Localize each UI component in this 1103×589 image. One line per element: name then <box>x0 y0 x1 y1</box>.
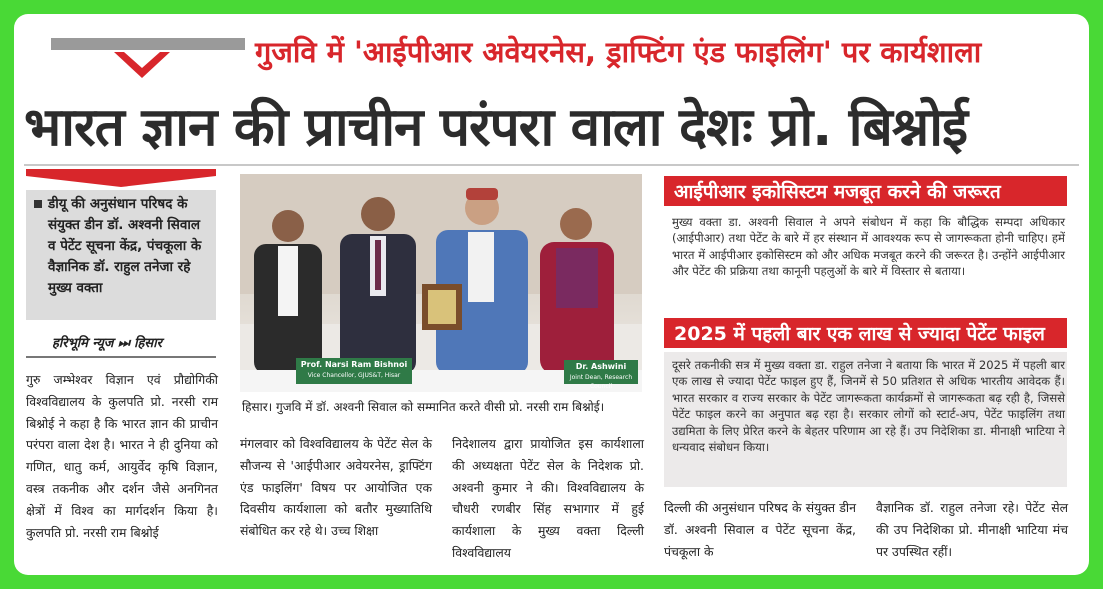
subheading-patent-filing: 2025 में पहली बार एक लाख से ज्यादा पेटेंट फाइल <box>664 318 1067 348</box>
red-chevron-icon <box>114 52 170 78</box>
article-column-5: वैज्ञानिक डॉ. राहुल तनेजा रहे। पेटेंट सेल की उप निदेशिका प्रो. मीनाक्षी भाटिया मंच पर उपस्थित रहीं। <box>876 500 1068 559</box>
main-headline: भारत ज्ञान की प्राचीन परंपरा वाला देशः प्रो. बिश्नोई <box>24 97 967 158</box>
photo-caption: हिसार। गुजवि में डॉ. अश्वनी सिवाल को सम्मानित करते वीसी प्रो. नरसी राम बिश्नोई। <box>242 400 605 414</box>
article-column-2: मंगलवार को विश्वविद्यालय के पेटेंट सेल के सौजन्य से 'आईपीआर अवेयरनेस, ड्राफ्टिंग एंड फाइलिंग' विषय पर आयोजित एक दिवसीय कार्यशाला को बतौर मुख्यातिथि संबोधित कर रहे थे। उच्च शिक्षा <box>240 436 432 539</box>
sidebar-summary-text: डीयू की अनुसंधान परिषद के संयुक्त डीन डॉ. अश्वनी सिवाल व पेटेंट सूचना केंद्र, पंचकूला के वैज्ञानिक डॉ. राहुल तनेजा रहे मुख्य वक्ता <box>48 196 202 296</box>
kicker-gray-bar <box>51 38 245 50</box>
newspaper-clipping <box>14 14 1089 575</box>
section-ipr-ecosystem-body: मुख्य वक्ता डा. अश्वनी सिवाल ने अपने संबोधन में कहा कि बौद्धिक सम्पदा अधिकार (आईपीआर) तथा पेटेंट के बारे में हर संस्थान में आवश्यक रूप से जागरूकता होनी चाहिए। हमें भारत में आईपीआर इकोसिस्टम को और अधिक मजबूत करने की जरूरत है। उन्होंने आईपीआर और पेटेंट की प्रक्रिया तथा कानूनी पहलुओं के बारे में विस्तार से बताया। <box>672 215 1065 279</box>
article-column-4: दिल्ली की अनुसंधान परिषद के संयुक्त डीन डॉ. अश्वनी सिवाल व पेटेंट सूचना केंद्र, पंचकूला के <box>664 500 856 559</box>
subheading-ipr-ecosystem: आईपीआर इकोसिस्टम मजबूत करने की जरूरत <box>664 176 1067 206</box>
nameplate-right <box>564 360 638 390</box>
article-column-3: निदेशालय द्वारा प्रायोजित इस कार्यशाला की अध्यक्षता पेटेंट सेल के निदेशक प्रो. अश्वनी कुमार ने की। विश्वविद्यालय के चौधरी रणबीर सिंह सभागार में हुई कार्यशाला के मुख्य वक्ता दिल्ली विश्वविद्यालय <box>452 436 644 560</box>
nameplate-left-title: Vice Chancellor, GJUS&T, Hisar <box>307 372 401 379</box>
event-photo <box>240 174 642 392</box>
kicker-headline: गुजवि में 'आईपीआर अवेयरनेस, ड्राफ्टिंग एंड फाइलिंग' पर कार्यशाला <box>255 35 982 69</box>
section-patent-filing-body: दूसरे तकनीकी सत्र में मुख्य वक्ता डा. राहुल तनेजा ने बताया कि भारत में 2025 में पहली बार एक लाख से ज्यादा पेटेंट फाइल हुए हैं, जिनमें से 50 प्रतिशत से अधिक भारतीय आवेदक हैं। भारत सरकार व राज्य सरकार के पेटेंट जागरूकता कार्यक्रमों से जागरूकता बढ़ रही है, जिससे पेटेंट फाइल करने का अनुपात बढ़ रहा है। सरकार लोगों को स्टार्ट-अप, पेटेंट फाइलिंग तथा उद्यमिता के लिए प्रेरित करने के बेहतर परिणाम आ रहे हैं। उप निदेशिका डा. मीनाक्षी भाटिया ने धन्यवाद संबोधन किया। <box>672 358 1065 455</box>
square-bullet-icon <box>34 200 42 208</box>
nameplate-right-title: Joint Dean, Research Council <box>569 374 633 390</box>
headline-divider <box>24 164 1079 166</box>
byline: हरिभूमि न्यूज ⏭ हिसार <box>52 336 162 351</box>
nameplate-left <box>296 358 412 384</box>
article-column-1: गुरु जम्भेश्वर विज्ञान एवं प्रौद्योगिकी विश्वविद्यालय के कुलपति प्रो. नरसी राम बिश्नोई ने कहा है कि भारत ज्ञान की प्राचीन परंपरा वाला देश है। भारत ने ही दुनिया को गणित, धातु कर्म, आयुर्वेद कृषि विज्ञान, वस्त्र तकनीक और दर्शन जैसे अनगिनत क्षेत्रों में विश्व का मार्गदर्शन किया है। कुलपति प्रो. नरसी राम बिश्नोई <box>26 372 218 540</box>
byline-divider <box>26 356 216 358</box>
sidebar-red-ribbon <box>26 169 216 187</box>
nameplate-left-name: Prof. Narsi Ram Bishnoi <box>300 360 408 369</box>
nameplate-right-name: Dr. Ashwini <box>575 362 627 371</box>
